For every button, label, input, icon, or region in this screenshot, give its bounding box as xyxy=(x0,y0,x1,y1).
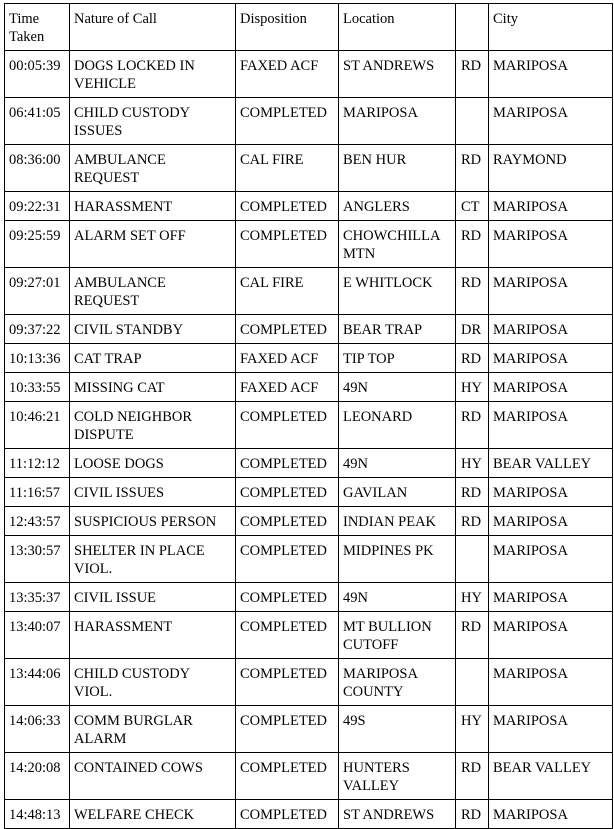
table-row xyxy=(5,402,613,449)
cell-nature-of-call: CHILD CUSTODY ISSUES xyxy=(70,98,236,145)
cell-street-suffix: HY xyxy=(456,706,489,753)
cell-nature-of-call: LOOSE DOGS xyxy=(70,449,236,478)
cell-time-taken: 09:37:22 xyxy=(5,315,70,344)
cell-street-suffix: RD xyxy=(456,51,489,98)
cell-city: MARIPOSA xyxy=(489,192,613,221)
table-row xyxy=(5,753,613,800)
cell-city: MARIPOSA xyxy=(489,800,613,829)
cell-location: MT BULLION CUTOFF xyxy=(339,612,456,659)
cell-time-taken: 08:36:00 xyxy=(5,145,70,192)
cell-street-suffix: RD xyxy=(456,478,489,507)
cell-time-taken: 06:41:05 xyxy=(5,98,70,145)
cell-street-suffix xyxy=(456,98,489,145)
cell-street-suffix: DR xyxy=(456,315,489,344)
table-row xyxy=(5,612,613,659)
cell-location: ST ANDREWS xyxy=(339,51,456,98)
cell-disposition: CAL FIRE xyxy=(236,268,339,315)
cell-nature-of-call: SHELTER IN PLACE VIOL. xyxy=(70,536,236,583)
cell-time-taken: 11:16:57 xyxy=(5,478,70,507)
cell-disposition: COMPLETED xyxy=(236,449,339,478)
cell-disposition: COMPLETED xyxy=(236,612,339,659)
cell-city: MARIPOSA xyxy=(489,536,613,583)
cell-time-taken: 12:43:57 xyxy=(5,507,70,536)
cell-street-suffix: RD xyxy=(456,221,489,268)
cell-disposition: COMPLETED xyxy=(236,478,339,507)
cell-time-taken: 09:27:01 xyxy=(5,268,70,315)
cell-time-taken: 10:33:55 xyxy=(5,373,70,402)
header-nature-of-call: Nature of Call xyxy=(70,4,236,51)
cell-disposition: COMPLETED xyxy=(236,507,339,536)
header-disposition: Disposition xyxy=(236,4,339,51)
cell-location: INDIAN PEAK xyxy=(339,507,456,536)
table-body xyxy=(5,51,613,829)
cell-disposition: FAXED ACF xyxy=(236,373,339,402)
cell-street-suffix: RD xyxy=(456,402,489,449)
cell-nature-of-call: CAT TRAP xyxy=(70,344,236,373)
cell-nature-of-call: AMBULANCE REQUEST xyxy=(70,268,236,315)
cell-time-taken: 14:48:13 xyxy=(5,800,70,829)
cell-time-taken: 09:22:31 xyxy=(5,192,70,221)
cell-city: MARIPOSA xyxy=(489,51,613,98)
cell-location: MIDPINES PK xyxy=(339,536,456,583)
cell-disposition: COMPLETED xyxy=(236,98,339,145)
header-row xyxy=(5,4,613,51)
table-row xyxy=(5,145,613,192)
cell-street-suffix: RD xyxy=(456,145,489,192)
cell-time-taken: 09:25:59 xyxy=(5,221,70,268)
cell-disposition: COMPLETED xyxy=(236,536,339,583)
cell-nature-of-call: CONTAINED COWS xyxy=(70,753,236,800)
cell-location: 49N xyxy=(339,583,456,612)
table-row xyxy=(5,344,613,373)
cell-disposition: COMPLETED xyxy=(236,402,339,449)
cell-time-taken: 14:06:33 xyxy=(5,706,70,753)
cell-street-suffix: RD xyxy=(456,507,489,536)
cell-location: 49N xyxy=(339,373,456,402)
cell-city: MARIPOSA xyxy=(489,221,613,268)
table-row xyxy=(5,268,613,315)
cell-time-taken: 00:05:39 xyxy=(5,51,70,98)
cell-disposition: COMPLETED xyxy=(236,753,339,800)
cell-city: MARIPOSA xyxy=(489,507,613,536)
cell-city: MARIPOSA xyxy=(489,706,613,753)
cell-street-suffix: CT xyxy=(456,192,489,221)
cell-nature-of-call: SUSPICIOUS PERSON xyxy=(70,507,236,536)
table-header xyxy=(5,4,613,51)
table-row xyxy=(5,800,613,829)
cell-nature-of-call: MISSING CAT xyxy=(70,373,236,402)
cell-street-suffix: HY xyxy=(456,373,489,402)
cell-city: MARIPOSA xyxy=(489,98,613,145)
cell-time-taken: 13:30:57 xyxy=(5,536,70,583)
cell-location: E WHITLOCK xyxy=(339,268,456,315)
table-row xyxy=(5,536,613,583)
cell-time-taken: 11:12:12 xyxy=(5,449,70,478)
cell-disposition: COMPLETED xyxy=(236,583,339,612)
cell-location: TIP TOP xyxy=(339,344,456,373)
cell-city: BEAR VALLEY xyxy=(489,449,613,478)
cell-nature-of-call: ALARM SET OFF xyxy=(70,221,236,268)
table-row xyxy=(5,507,613,536)
cell-nature-of-call: CIVIL ISSUE xyxy=(70,583,236,612)
cell-disposition: FAXED ACF xyxy=(236,51,339,98)
cell-street-suffix: RD xyxy=(456,612,489,659)
cell-disposition: COMPLETED xyxy=(236,221,339,268)
cell-disposition: COMPLETED xyxy=(236,706,339,753)
cell-location: ANGLERS xyxy=(339,192,456,221)
cell-location: 49N xyxy=(339,449,456,478)
cell-city: MARIPOSA xyxy=(489,373,613,402)
cell-nature-of-call: WELFARE CHECK xyxy=(70,800,236,829)
cell-time-taken: 13:44:06 xyxy=(5,659,70,706)
cell-street-suffix: RD xyxy=(456,800,489,829)
call-log-table xyxy=(4,3,613,829)
cell-street-suffix: RD xyxy=(456,344,489,373)
table-row xyxy=(5,706,613,753)
header-location: Location xyxy=(339,4,456,51)
cell-disposition: COMPLETED xyxy=(236,315,339,344)
cell-location: MARIPOSA COUNTY xyxy=(339,659,456,706)
cell-location: BEN HUR xyxy=(339,145,456,192)
cell-city: MARIPOSA xyxy=(489,612,613,659)
cell-location: HUNTERS VALLEY xyxy=(339,753,456,800)
cell-nature-of-call: CHILD CUSTODY VIOL. xyxy=(70,659,236,706)
table-row xyxy=(5,221,613,268)
cell-nature-of-call: COMM BURGLAR ALARM xyxy=(70,706,236,753)
table-row xyxy=(5,315,613,344)
cell-city: MARIPOSA xyxy=(489,268,613,315)
cell-nature-of-call: DOGS LOCKED IN VEHICLE xyxy=(70,51,236,98)
cell-street-suffix xyxy=(456,536,489,583)
cell-city: BEAR VALLEY xyxy=(489,753,613,800)
header-city: City xyxy=(489,4,613,51)
cell-city: MARIPOSA xyxy=(489,344,613,373)
cell-street-suffix: RD xyxy=(456,753,489,800)
cell-nature-of-call: CIVIL STANDBY xyxy=(70,315,236,344)
table-row xyxy=(5,373,613,402)
cell-nature-of-call: AMBULANCE REQUEST xyxy=(70,145,236,192)
cell-time-taken: 10:46:21 xyxy=(5,402,70,449)
cell-street-suffix: HY xyxy=(456,449,489,478)
cell-disposition: COMPLETED xyxy=(236,192,339,221)
table-row xyxy=(5,449,613,478)
cell-disposition: CAL FIRE xyxy=(236,145,339,192)
cell-time-taken: 14:20:08 xyxy=(5,753,70,800)
cell-disposition: FAXED ACF xyxy=(236,344,339,373)
cell-city: MARIPOSA xyxy=(489,478,613,507)
cell-location: 49S xyxy=(339,706,456,753)
cell-city: MARIPOSA xyxy=(489,583,613,612)
cell-location: ST ANDREWS xyxy=(339,800,456,829)
cell-city: MARIPOSA xyxy=(489,402,613,449)
header-suffix xyxy=(456,4,489,51)
table-row xyxy=(5,51,613,98)
header-time-taken: Time Taken xyxy=(5,4,70,51)
cell-nature-of-call: COLD NEIGHBOR DISPUTE xyxy=(70,402,236,449)
table-row xyxy=(5,192,613,221)
cell-city: MARIPOSA xyxy=(489,315,613,344)
cell-street-suffix: HY xyxy=(456,583,489,612)
cell-city: RAYMOND xyxy=(489,145,613,192)
table-row xyxy=(5,478,613,507)
cell-location: GAVILAN xyxy=(339,478,456,507)
table-row xyxy=(5,98,613,145)
cell-disposition: COMPLETED xyxy=(236,800,339,829)
cell-nature-of-call: HARASSMENT xyxy=(70,192,236,221)
cell-disposition: COMPLETED xyxy=(236,659,339,706)
cell-time-taken: 13:40:07 xyxy=(5,612,70,659)
cell-city: MARIPOSA xyxy=(489,659,613,706)
cell-location: MARIPOSA xyxy=(339,98,456,145)
table-row xyxy=(5,583,613,612)
cell-location: CHOWCHILLA MTN xyxy=(339,221,456,268)
cell-time-taken: 10:13:36 xyxy=(5,344,70,373)
cell-location: LEONARD xyxy=(339,402,456,449)
cell-street-suffix xyxy=(456,659,489,706)
table-row xyxy=(5,659,613,706)
cell-street-suffix: RD xyxy=(456,268,489,315)
cell-nature-of-call: HARASSMENT xyxy=(70,612,236,659)
cell-nature-of-call: CIVIL ISSUES xyxy=(70,478,236,507)
cell-time-taken: 13:35:37 xyxy=(5,583,70,612)
cell-location: BEAR TRAP xyxy=(339,315,456,344)
